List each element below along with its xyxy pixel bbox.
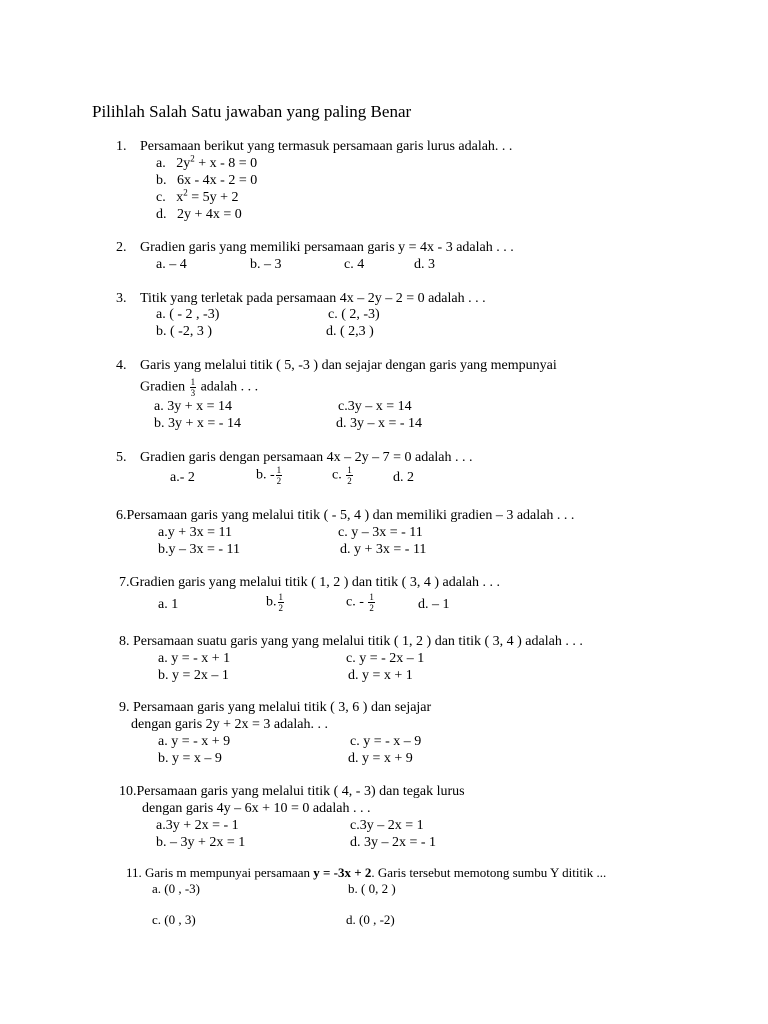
q5-option-b	[256, 465, 283, 486]
q5-option-d: d. 2	[393, 470, 414, 485]
q1-option-d	[156, 206, 242, 223]
q10-option-b: b. – 3y + 2x = 1	[156, 835, 246, 850]
q6-option-d: d. y + 3x = - 11	[340, 542, 427, 557]
question-10: 10.Persamaan garis yang melalui titik ( 4, - 3) dan tegak lurus	[119, 784, 465, 799]
q5-option-c	[332, 465, 354, 486]
option-text: c.	[332, 467, 342, 483]
question-11	[126, 864, 606, 881]
q7-option-a: a. 1	[158, 597, 179, 612]
q8-option-d: d. y = x + 1	[348, 668, 413, 683]
option-text: = 5y + 2	[187, 190, 239, 205]
q11-option-b: b. ( 0, 2 )	[348, 881, 396, 896]
q9-option-d: d. y = x + 9	[348, 751, 413, 766]
q1-option-b	[156, 172, 257, 189]
question-4	[116, 357, 557, 374]
q8-option-b: b. y = 2x – 1	[158, 668, 229, 683]
question-2	[116, 239, 514, 256]
q2-option-b: b. – 3	[250, 257, 282, 272]
q2-option-c: c. 4	[344, 257, 365, 272]
q3-option-b: b. ( -2, 3 )	[156, 324, 212, 339]
option-text: + x - 8 = 0	[194, 156, 258, 171]
option-text: 6x - 4x - 2 = 0	[177, 173, 258, 188]
question-number: 2.	[116, 240, 127, 255]
q2-option-a: a. – 4	[156, 257, 187, 272]
fraction-denominator: 3	[190, 388, 196, 398]
q8-option-c: c. y = - 2x – 1	[346, 651, 425, 666]
q11-option-d: d. (0 , -2)	[346, 912, 395, 927]
q4-option-a: a. 3y + x = 14	[154, 399, 233, 414]
fraction-numerator: 1	[278, 592, 283, 602]
q6-option-c: c. y – 3x = - 11	[338, 525, 423, 540]
fraction-denominator: 2	[347, 476, 352, 486]
fraction-numerator: 1	[369, 592, 374, 602]
fraction	[190, 377, 197, 398]
fraction-denominator: 2	[276, 476, 282, 486]
question-text: . Garis tersebut memotong sumbu Y dititik ...	[371, 865, 607, 880]
exponent: 2	[183, 187, 188, 198]
question-5	[116, 449, 473, 466]
q10-option-a: a.3y + 2x = - 1	[156, 818, 239, 833]
exponent: 2	[190, 153, 195, 164]
q9-option-b: b. y = x – 9	[158, 751, 222, 766]
question-number: 4.	[116, 358, 127, 373]
question-number: 5.	[116, 450, 127, 465]
q1-option-a	[156, 155, 257, 172]
option-label: d.	[156, 207, 167, 222]
q9-text-line-2: dengan garis 2y + 2x = 3 adalah. . .	[131, 717, 328, 732]
q3-option-d: d. ( 2,3 )	[326, 324, 374, 339]
question-text: Garis yang melalui titik ( 5, -3 ) dan sejajar dengan garis yang mempunyai	[140, 358, 557, 373]
page-title: Pilihlah Salah Satu jawaban yang paling Benar	[92, 102, 412, 121]
option-label: c.	[156, 190, 166, 205]
option-text: x	[176, 190, 184, 205]
fraction-numerator: 1	[347, 465, 352, 475]
q1-option-c	[156, 189, 239, 206]
q10-text-line-2: dengan garis 4y – 6x + 10 = 0 adalah . . .	[142, 801, 371, 816]
fraction-denominator: 2	[369, 603, 374, 613]
question-text: Gradien garis dengan persamaan 4x – 2y – 7 = 0 adalah . . .	[140, 450, 473, 465]
q3-option-a: a. ( - 2 , -3)	[156, 307, 220, 322]
question-text: adalah . . .	[200, 379, 259, 395]
q4-option-d: d. 3y – x = - 14	[336, 416, 423, 431]
fraction-numerator: 1	[190, 377, 196, 387]
q10-option-c: c.3y – 2x = 1	[350, 818, 424, 833]
question-number: 1.	[116, 139, 127, 154]
question-text: Gradien	[140, 379, 186, 395]
question-text: Persamaan berikut yang termasuk persamaan garis lurus adalah. . .	[140, 139, 513, 154]
q7-option-d: d. – 1	[418, 597, 450, 612]
question-text: Gradien garis yang memiliki persamaan garis y = 4x - 3 adalah . . .	[140, 240, 514, 255]
q9-option-a: a. y = - x + 9	[158, 734, 231, 749]
q8-option-a: a. y = - x + 1	[158, 651, 231, 666]
fraction	[278, 592, 285, 613]
q6-option-a: a.y + 3x = 11	[158, 525, 232, 540]
q4-option-c: c.3y – x = 14	[338, 399, 412, 414]
fraction	[346, 465, 353, 486]
q4-option-b: b. 3y + x = - 14	[154, 416, 241, 431]
fraction	[276, 465, 283, 486]
question-number: 3.	[116, 291, 127, 306]
option-label: b.	[156, 173, 167, 188]
option-text: b. -	[256, 467, 275, 483]
q7-option-c	[346, 592, 376, 613]
option-text: 2y	[176, 156, 191, 171]
question-1	[116, 138, 512, 155]
q2-option-d: d. 3	[414, 257, 435, 272]
fraction-denominator: 2	[278, 603, 283, 613]
question-3	[116, 290, 486, 307]
question-7: 7.Gradien garis yang melalui titik ( 1, 2 ) dan titik ( 3, 4 ) adalah . . .	[119, 575, 501, 590]
fraction-numerator: 1	[276, 465, 282, 475]
question-text: 11. Garis m mempunyai persamaan	[126, 865, 314, 880]
option-text: c. -	[346, 594, 364, 610]
q6-option-b: b.y – 3x = - 11	[158, 542, 241, 557]
fraction	[368, 592, 375, 613]
question-text: Titik yang terletak pada persamaan 4x – 2y – 2 = 0 adalah . . .	[140, 291, 486, 306]
equation: y = -3x + 2	[313, 865, 372, 880]
q5-option-a: a.- 2	[170, 470, 195, 485]
q9-option-c: c. y = - x – 9	[350, 734, 422, 749]
option-label: a.	[156, 156, 166, 171]
q10-option-d: d. 3y – 2x = - 1	[350, 835, 437, 850]
option-text: b.	[266, 594, 277, 610]
q11-option-c: c. (0 , 3)	[152, 912, 196, 927]
q11-option-a: a. (0 , -3)	[152, 881, 201, 896]
q7-option-b	[266, 592, 285, 613]
question-6: 6.Persamaan garis yang melalui titik ( - 5, 4 ) dan memiliki gradien – 3 adalah . . .	[116, 508, 575, 523]
q4-text-line-2	[140, 377, 258, 398]
question-8: 8. Persamaan suatu garis yang yang melalui titik ( 1, 2 ) dan titik ( 3, 4 ) adalah . . .	[119, 634, 583, 649]
option-text: 2y + 4x = 0	[177, 207, 242, 222]
q3-option-c: c. ( 2, -3)	[328, 307, 380, 322]
question-9: 9. Persamaan garis yang melalui titik ( 3, 6 ) dan sejajar	[119, 700, 432, 715]
